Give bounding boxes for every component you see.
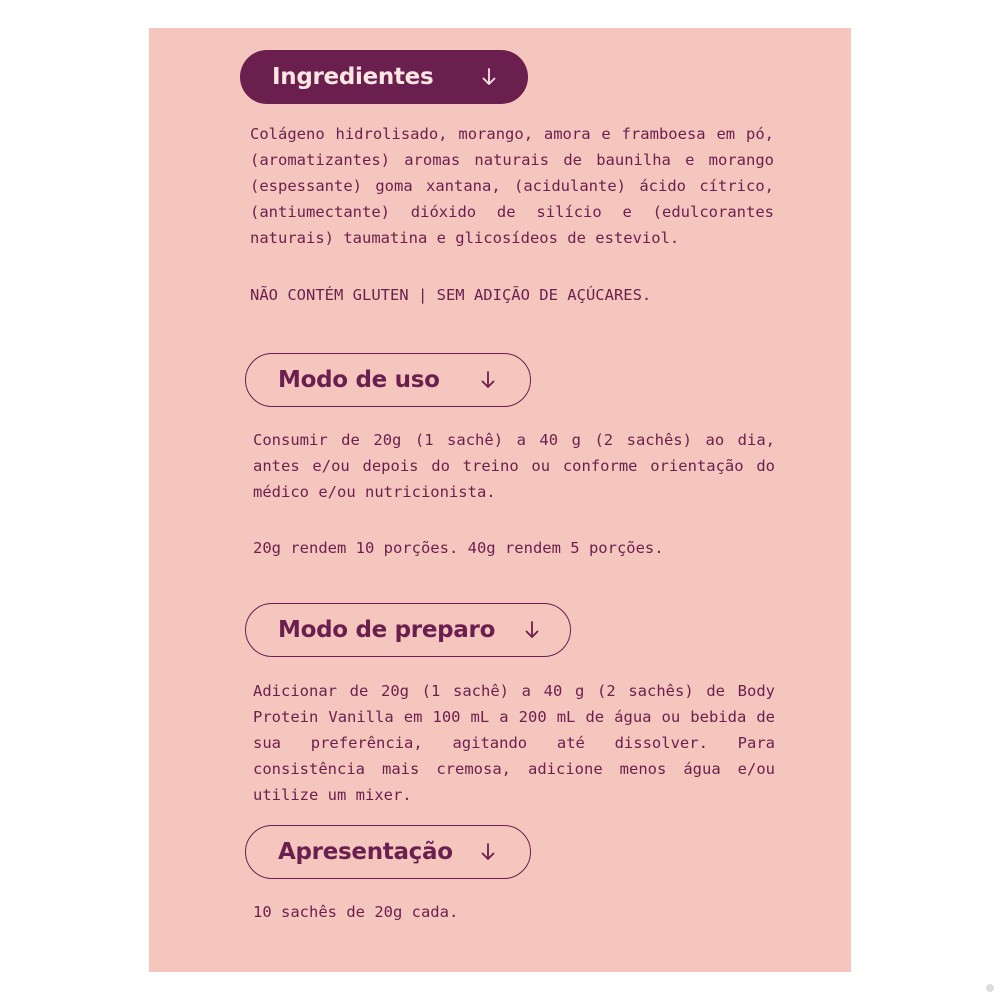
arrow-down-icon <box>480 66 498 88</box>
ingredientes-toggle-button[interactable] <box>240 50 528 104</box>
modo-de-uso-toggle-button[interactable] <box>245 353 531 407</box>
arrow-down-icon <box>523 619 541 641</box>
modo-de-preparo-text: Adicionar de 20g (1 sachê) a 40 g (2 sachês) de Body Protein Vanilla em 100 mL a 200 mL de água ou bebida de sua preferência, agitando até dissolver. Para consistência mais cremosa, adicione menos água e/ou utilize um mixer. <box>253 682 775 804</box>
ingredientes-title: Ingredientes <box>272 64 434 90</box>
apresentacao-text: 10 sachês de 20g cada. <box>253 903 459 921</box>
ingredientes-note: NÃO CONTÉM GLUTEN | SEM ADIÇÃO DE AÇÚCARES. <box>250 286 652 304</box>
modo-de-uso-title: Modo de uso <box>278 367 440 393</box>
arrow-down-icon <box>479 369 497 391</box>
ingredientes-text: Colágeno hidrolisado, morango, amora e framboesa em pó, (aromatizantes) aromas naturais de baunilha e morango (espessante) goma xantana, (acidulante) ácido cítrico, (antiumectante) dióxido de silício e (edulcorantes naturais) taumatina e glicosídeos de esteviol. <box>250 125 774 247</box>
modo-de-preparo-title: Modo de preparo <box>278 617 496 643</box>
arrow-down-icon <box>479 841 497 863</box>
modo-de-uso-text: Consumir de 20g (1 sachê) a 40 g (2 sachês) ao dia, antes e/ou depois do treino ou conforme orientação do médico e/ou nutricionista. <box>253 431 775 501</box>
modo-de-uso-note: 20g rendem 10 porções. 40g rendem 5 porções. <box>253 539 664 557</box>
apresentacao-toggle-button[interactable] <box>245 825 531 879</box>
modo-de-preparo-toggle-button[interactable] <box>245 603 571 657</box>
page-indicator-dot <box>986 984 994 992</box>
apresentacao-title: Apresentação <box>278 839 453 865</box>
